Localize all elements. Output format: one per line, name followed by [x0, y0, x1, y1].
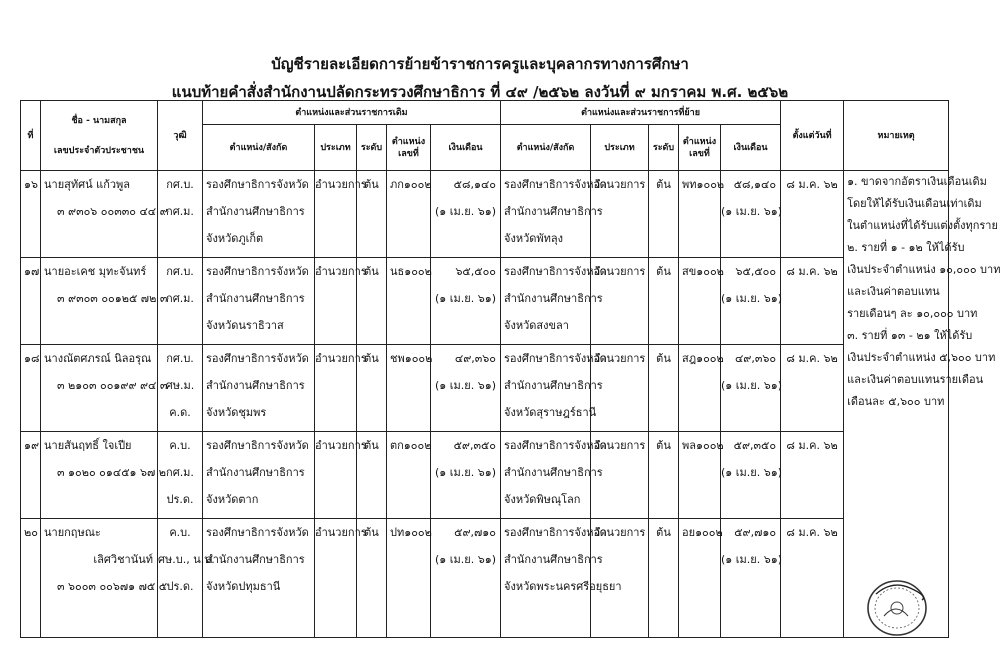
old-level: ต้น: [364, 352, 379, 365]
new-type: อำนวยการ: [593, 526, 646, 539]
new-position-line: รองศึกษาธิการจังหวัด: [504, 352, 607, 365]
old-type: อำนวยการ: [315, 265, 367, 278]
new-salary: ๕๙,๓๕๐: [733, 439, 777, 452]
degree-item: กศ.บ.: [166, 352, 194, 365]
degree-item: ค.ด.: [169, 406, 191, 419]
cell-new-post: [679, 258, 724, 345]
new-level: ต้น: [656, 178, 671, 191]
person-name: นางณัตศภรณ์ นิลอรุณ: [44, 352, 152, 365]
cell-remarks: [844, 171, 1000, 638]
new-type: อำนวยการ: [593, 265, 646, 278]
old-position-line: สำนักงานศึกษาธิการ: [206, 553, 305, 566]
cell-name: [41, 171, 168, 258]
new-post-no: สฎ๑๐๐๒: [682, 352, 724, 365]
new-salary: ๔๙,๓๖๐: [734, 352, 777, 365]
cell-new-level: [649, 345, 679, 432]
old-position-line: สำนักงานศึกษาธิการ: [206, 205, 305, 218]
person-name: นายสันฤทธิ์ ใจเปีย: [44, 439, 132, 452]
citizen-id: ๓ ๖๐๐๓ ๐๐๖๗๑ ๗๕ ๕: [57, 580, 168, 593]
degree-item: กศ.บ.: [166, 265, 194, 278]
person-name: นายกฤษณะ: [44, 526, 101, 539]
degree-item: กศ.ม.: [166, 292, 194, 305]
old-position-line: รองศึกษาธิการจังหวัด: [206, 265, 309, 278]
old-salary: ๖๕,๕๐๐: [455, 265, 497, 278]
cell-new-post: [679, 519, 721, 638]
table-row: [21, 171, 949, 258]
old-salary-date: (๑ เม.ย. ๖๑): [435, 205, 496, 218]
cell-old-salary: [431, 171, 501, 258]
row-number: ๑๙: [24, 439, 40, 452]
cell-old-post: [387, 258, 431, 345]
degree-item: กศ.ม.: [166, 466, 194, 479]
new-salary: ๕๘,๑๔๐: [733, 178, 777, 191]
cell-new-post: [679, 345, 724, 432]
new-position-line: รองศึกษาธิการจังหวัด: [504, 526, 607, 539]
new-position-line: สำนักงานศึกษาธิการ: [504, 466, 603, 479]
cell-no: [21, 258, 41, 345]
old-type: อำนวยการ: [315, 526, 367, 539]
cell-effective: [781, 258, 844, 345]
new-position-line: จังหวัดสงขลา: [504, 319, 569, 332]
col-no-header: ที่: [21, 101, 41, 171]
col-effective-header: ตั้งแต่วันที่: [781, 101, 844, 171]
table-body: [21, 171, 1000, 638]
old-post-no: ปท๑๐๐๒: [390, 526, 432, 539]
document-subtitle: แนบท้ายคำสั่งสำนักงานปลัดกระทรวงศึกษาธิการ ที่ ๔๙ /๒๕๖๒ ลงวันที่ ๙ มกราคม พ.ศ. ๒๕๖๒: [171, 83, 789, 101]
new-position-line: จังหวัดสุราษฎร์ธานี: [504, 406, 597, 419]
remark-line: ในตำแหน่งที่ได้รับแต่งตั้งทุกราย: [847, 219, 998, 232]
cell-old-salary: [431, 345, 501, 432]
new-post-no: พล๑๐๐๒: [682, 439, 724, 452]
cell-old-type: [315, 345, 367, 432]
cell-new-level: [649, 258, 679, 345]
cell-no: [21, 171, 41, 258]
effective-date: ๘ ม.ค. ๖๒: [786, 526, 838, 539]
remark-line: เดือนละ ๕,๖๐๐ บาท: [847, 395, 945, 408]
cell-old-salary: [431, 258, 501, 345]
cell-old-type: [315, 519, 367, 638]
person-surname: เลิศวิชานันท์: [93, 553, 153, 566]
col-new-salary-header: เงินเดือน: [721, 125, 781, 171]
document-title: บัญชีรายละเอียดการย้ายข้าราชการครูและบุคลากรทางการศึกษา: [271, 55, 689, 73]
col-remarks-header: หมายเหตุ: [844, 101, 949, 171]
cell-effective: [781, 432, 844, 519]
table-row: [21, 258, 949, 345]
old-salary-date: (๑ เม.ย. ๖๑): [435, 466, 496, 479]
new-position-line: สำนักงานศึกษาธิการ: [504, 553, 603, 566]
col-id-label: เลขประจำตัวประชาชน: [53, 145, 145, 156]
old-position-line: จังหวัดชุมพร: [206, 406, 267, 419]
old-position-line: รองศึกษาธิการจังหวัด: [206, 352, 309, 365]
cell-new-level: [649, 432, 679, 519]
new-position-line: สำนักงานศึกษาธิการ: [504, 292, 603, 305]
degree-item: ศษ.ม.: [165, 379, 195, 392]
cell-no: [21, 345, 41, 432]
old-type: อำนวยการ: [315, 352, 367, 365]
col-new-level-header: ระดับ: [649, 125, 679, 171]
cell-old-post: [387, 432, 431, 519]
cell-old-position: [203, 432, 315, 519]
new-position-line: สำนักงานศึกษาธิการ: [504, 205, 603, 218]
old-post-no: ตก๑๐๐๒: [390, 439, 432, 452]
old-level: ต้น: [364, 526, 379, 539]
old-level: ต้น: [364, 265, 379, 278]
official-seal-icon: [862, 572, 932, 642]
new-salary-date: (๑ เม.ย. ๖๑): [721, 466, 782, 479]
new-post-no: อย๑๐๐๒: [682, 526, 723, 539]
new-level: ต้น: [656, 439, 671, 452]
new-salary: ๕๙,๗๑๐: [734, 526, 777, 539]
new-position-line: จังหวัดพระนครศรีอยุธยา: [504, 580, 622, 593]
col-old-post-header: ตำแหน่ง เลขที่: [387, 125, 431, 171]
effective-date: ๘ ม.ค. ๖๒: [786, 352, 838, 365]
old-salary: ๔๙,๓๖๐: [454, 352, 497, 365]
col-group-old-header: ตำแหน่งและส่วนราชการเดิม: [203, 101, 501, 125]
old-position-line: สำนักงานศึกษาธิการ: [206, 466, 305, 479]
remark-line: และเงินค่าตอบแทนรายเดือน: [847, 373, 984, 386]
row-number: ๑๗: [24, 265, 40, 278]
col-group-new-header: ตำแหน่งและส่วนราชการที่ย้าย: [501, 101, 781, 125]
new-salary-date: (๑ เม.ย. ๖๑): [721, 292, 782, 305]
old-type: อำนวยการ: [315, 178, 367, 191]
old-salary-date: (๑ เม.ย. ๖๑): [435, 379, 496, 392]
cell-new-position: [501, 345, 607, 432]
cell-effective: [781, 345, 844, 432]
degree-item: ปร.ด.: [166, 580, 194, 593]
cell-new-post: [679, 432, 724, 519]
cell-name: [41, 519, 168, 638]
new-level: ต้น: [656, 526, 671, 539]
remark-line: ๓. รายที่ ๑๓ - ๒๑ ให้ได้รับ: [847, 329, 973, 342]
table-row: [21, 519, 949, 638]
cell-old-type: [315, 171, 367, 258]
new-level: ต้น: [656, 352, 671, 365]
old-position-line: จังหวัดนราธิวาส: [206, 319, 284, 332]
person-name: นายอะเคช มุทะจันทร์: [44, 265, 147, 278]
col-old-type-header: ประเภท: [315, 125, 357, 171]
new-level: ต้น: [656, 265, 671, 278]
cell-old-position: [203, 345, 315, 432]
col-old-level-header: ระดับ: [357, 125, 387, 171]
cell-new-salary: [721, 519, 781, 638]
new-type: อำนวยการ: [593, 439, 646, 452]
cell-old-position: [203, 519, 315, 638]
cell-new-post: [679, 171, 725, 258]
effective-date: ๘ ม.ค. ๖๒: [786, 178, 838, 191]
col-old-salary-header: เงินเดือน: [431, 125, 501, 171]
remark-line: เงินประจำตำแหน่ง ๕,๖๐๐ บาท: [847, 351, 996, 364]
old-salary-date: (๑ เม.ย. ๖๑): [435, 292, 496, 305]
cell-new-salary: [721, 432, 781, 519]
col-new-position-header: ตำแหน่ง/สังกัด: [501, 125, 591, 171]
col-degree-header: วุฒิ: [158, 101, 203, 171]
new-salary-date: (๑ เม.ย. ๖๑): [721, 205, 782, 218]
cell-name: [41, 258, 168, 345]
new-position-line: รองศึกษาธิการจังหวัด: [504, 178, 607, 191]
cell-old-type: [315, 258, 367, 345]
person-name: นายสุทัศน์ แก้วพูล: [44, 178, 131, 191]
cell-old-type: [315, 432, 367, 519]
new-type: อำนวยการ: [593, 352, 646, 365]
old-type: อำนวยการ: [315, 439, 367, 452]
old-position-line: สำนักงานศึกษาธิการ: [206, 292, 305, 305]
effective-date: ๘ ม.ค. ๖๒: [786, 265, 838, 278]
cell-name: [41, 345, 168, 432]
cell-new-type: [591, 519, 649, 638]
cell-effective: [781, 171, 844, 258]
old-position-line: จังหวัดตาก: [206, 493, 259, 506]
old-salary: ๕๘,๑๔๐: [453, 178, 497, 191]
cell-old-salary: [431, 432, 501, 519]
degree-item: ปร.ด.: [166, 493, 194, 506]
degree-item: กศ.บ.: [166, 178, 194, 191]
degree-item: ค.บ.: [169, 526, 191, 539]
cell-new-salary: [721, 171, 781, 258]
new-type: อำนวยการ: [593, 178, 646, 191]
cell-old-post: [387, 171, 431, 258]
old-salary-date: (๑ เม.ย. ๖๑): [435, 553, 496, 566]
cell-old-position: [203, 258, 315, 345]
cell-name: [41, 432, 167, 519]
cell-new-level: [649, 519, 679, 638]
citizen-id: ๓ ๙๓๐๖ ๐๐๓๓๐ ๔๔ ๙: [57, 205, 168, 218]
row-number: ๑๘: [24, 352, 40, 365]
cell-new-position: [501, 432, 607, 519]
old-position-line: สำนักงานศึกษาธิการ: [206, 379, 305, 392]
cell-new-salary: [721, 345, 781, 432]
citizen-id: ๓ ๙๓๐๓ ๐๐๑๒๕ ๗๒ ๓: [57, 292, 168, 305]
old-post-no: ชพ๑๐๐๒: [390, 352, 433, 365]
new-salary-date: (๑ เม.ย. ๖๑): [721, 553, 782, 566]
transfer-table: [20, 100, 1000, 638]
old-post-no: ภก๑๐๐๒: [390, 178, 432, 191]
old-position-line: รองศึกษาธิการจังหวัด: [206, 178, 309, 191]
table-row: [21, 432, 949, 519]
degree-item: กศ.ม.: [166, 205, 194, 218]
old-position-line: รองศึกษาธิการจังหวัด: [206, 526, 309, 539]
row-number: ๒๐: [24, 526, 38, 539]
old-salary: ๕๙,๓๕๐: [453, 439, 497, 452]
new-position-line: จังหวัดพิษณุโลก: [504, 493, 581, 506]
cell-old-salary: [431, 519, 501, 638]
col-new-type-header: ประเภท: [591, 125, 649, 171]
remark-line: และเงินค่าตอบแทน: [847, 285, 940, 298]
new-position-line: รองศึกษาธิการจังหวัด: [504, 265, 607, 278]
cell-new-position: [501, 171, 607, 258]
new-post-no: พท๑๐๐๒: [682, 178, 725, 191]
col-name-label: ชื่อ - นามสกุล: [71, 115, 127, 126]
citizen-id: ๓ ๑๐๒๐ ๐๑๔๕๑ ๖๗ ๒: [57, 466, 167, 479]
cell-old-position: [203, 171, 315, 258]
old-level: ต้น: [364, 178, 379, 191]
cell-effective: [781, 519, 844, 638]
col-old-position-header: ตำแหน่ง/สังกัด: [203, 125, 315, 171]
remark-line: เงินประจำตำแหน่ง ๑๐,๐๐๐ บาท: [847, 263, 1000, 276]
degree-item: ศษ.บ., น.บ.: [158, 553, 215, 566]
old-salary: ๕๙,๗๑๐: [454, 526, 497, 539]
remark-line: รายเดือนๆ ละ ๑๐,๐๐๐ บาท: [847, 307, 978, 320]
col-new-post-header: ตำแหน่ง เลขที่: [679, 125, 721, 171]
row-number: ๑๖: [24, 178, 38, 191]
col-name-header: [41, 101, 158, 171]
cell-old-post: [387, 519, 431, 638]
remark-line: โดยให้ได้รับเงินเดือนเท่าเดิม: [847, 197, 982, 210]
new-position-line: สำนักงานศึกษาธิการ: [504, 379, 603, 392]
cell-old-post: [387, 345, 431, 432]
remark-line: ๑. ขาดจากอัตราเงินเดือนเดิม: [847, 175, 987, 188]
citizen-id: ๓ ๒๑๐๓ ๐๐๑๙๙ ๙๔ ๓: [57, 379, 168, 392]
new-position-line: จังหวัดพัทลุง: [504, 232, 564, 245]
effective-date: ๘ ม.ค. ๖๒: [786, 439, 838, 452]
cell-new-level: [649, 171, 679, 258]
old-post-no: นธ๑๐๐๒: [390, 265, 432, 278]
remark-line: ๒. รายที่ ๑ - ๑๒ ให้ได้รับ: [847, 241, 965, 254]
old-position-line: รองศึกษาธิการจังหวัด: [206, 439, 309, 452]
degree-item: ค.บ.: [169, 439, 191, 452]
new-salary: ๖๕,๕๐๐: [735, 265, 777, 278]
cell-new-position: [501, 258, 607, 345]
cell-no: [21, 432, 41, 519]
new-salary-date: (๑ เม.ย. ๖๑): [721, 379, 782, 392]
new-position-line: รองศึกษาธิการจังหวัด: [504, 439, 607, 452]
cell-no: [21, 519, 41, 638]
new-post-no: สข๑๐๐๒: [682, 265, 724, 278]
table-row: [21, 345, 949, 432]
cell-new-salary: [721, 258, 781, 345]
old-position-line: จังหวัดปทุมธานี: [206, 580, 281, 593]
old-level: ต้น: [364, 439, 379, 452]
old-position-line: จังหวัดภูเก็ต: [206, 232, 264, 245]
